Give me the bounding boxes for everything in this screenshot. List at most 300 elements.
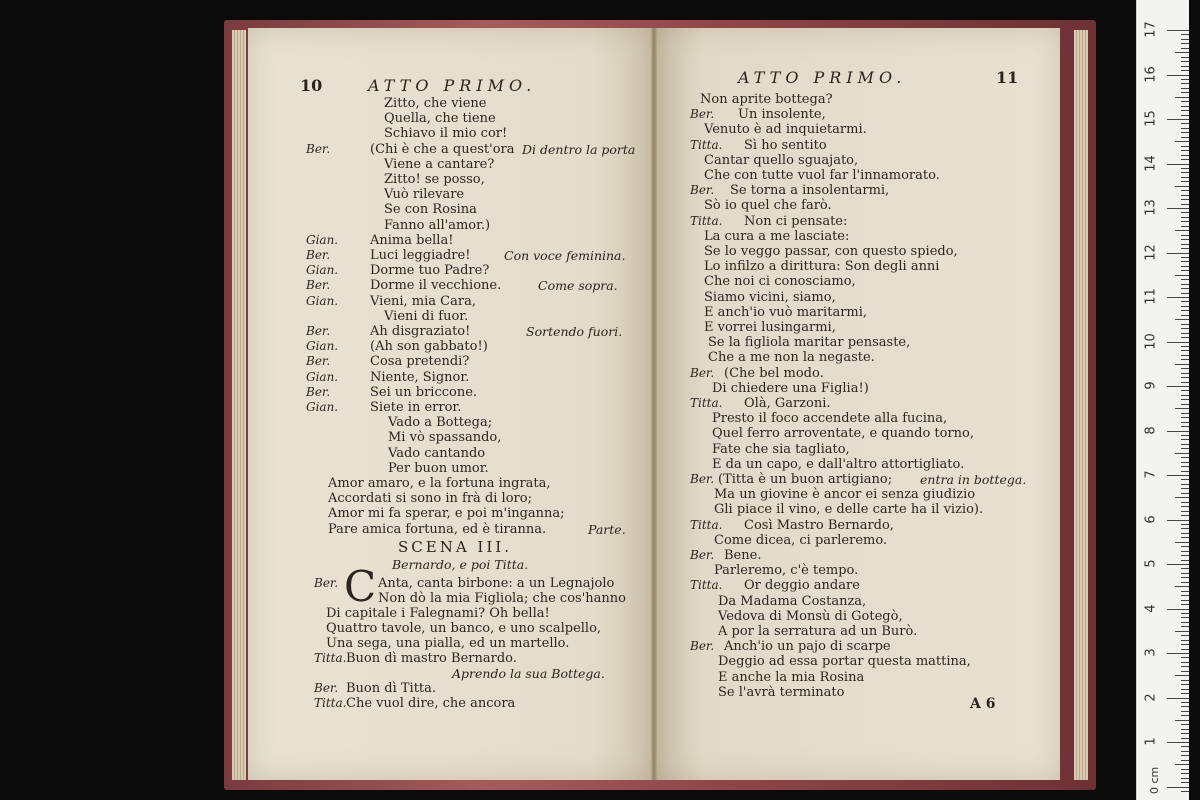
ruler-tick	[1175, 52, 1189, 53]
ruler-tick	[1181, 733, 1189, 734]
ruler-tick	[1181, 706, 1189, 707]
verse-line: Vieni, mia Cara,	[370, 293, 476, 309]
ruler-tick	[1181, 724, 1189, 725]
verse-line: Buon dì Titta.	[346, 681, 437, 696]
verse-line: Pare amica fortuna, ed è tiranna.	[328, 521, 547, 537]
ruler-tick	[1181, 355, 1189, 356]
ruler-tick	[1181, 666, 1189, 667]
ruler-tick	[1181, 204, 1189, 205]
ruler-tick	[1181, 662, 1189, 663]
ruler-tick	[1181, 417, 1189, 418]
ruler-number: 11	[1143, 288, 1159, 305]
ruler-tick	[1181, 404, 1189, 405]
ruler-tick	[1181, 288, 1189, 289]
verse-line: Se lo veggo passar, con questo spiedo,	[704, 244, 958, 259]
speaker-label: Ber.	[306, 354, 331, 369]
verse-line: Olà, Garzoni.	[744, 396, 831, 411]
ruler-tick	[1181, 377, 1189, 378]
verse-line: La cura a me lasciate:	[704, 228, 850, 244]
speaker-label: Gian.	[306, 232, 339, 247]
verse-line: Viene a cantare?	[384, 156, 495, 172]
verse-line: Quella, che tiene	[384, 111, 496, 127]
right-page-number: 11	[996, 68, 1019, 87]
ruler-tick	[1175, 631, 1189, 632]
speaker-label: Ber.	[314, 576, 339, 590]
ruler-tick	[1181, 399, 1189, 400]
ruler-tick	[1181, 310, 1189, 311]
speaker-label: Ber.	[690, 107, 715, 122]
ruler-tick	[1181, 181, 1189, 182]
ruler-tick	[1181, 79, 1189, 80]
speaker-label: Ber.	[306, 384, 331, 399]
verse-line: Siamo vicini, siamo,	[704, 289, 836, 305]
verse-line: Luci leggiadre!	[370, 248, 471, 263]
verse-line: Lo infilzo a dirittura: Son degli anni	[704, 259, 940, 275]
ruler-tick	[1181, 382, 1189, 383]
scene-subtitle: Bernardo, e poi Titta.	[392, 557, 529, 572]
ruler-tick	[1181, 649, 1189, 650]
verse-line: Vuò rilevare	[384, 187, 465, 203]
ruler-tick	[1181, 324, 1189, 325]
speaker-label: Titta.	[690, 396, 723, 410]
ruler-tick	[1181, 101, 1189, 102]
speaker-label: Titta.	[314, 696, 347, 710]
ruler-tick	[1181, 644, 1189, 645]
book-gutter	[651, 28, 657, 780]
ruler-tick	[1181, 66, 1189, 67]
ruler-tick	[1181, 791, 1189, 792]
ruler-tick	[1181, 755, 1189, 756]
verse-line: Anta, canta birbone: a un Legnajolo	[378, 576, 615, 591]
speaker-label: Gian.	[306, 263, 339, 278]
ruler-tick	[1181, 159, 1189, 160]
scene-title: SCENA III.	[398, 538, 512, 556]
stage-direction: Sortendo fuori.	[526, 324, 623, 339]
verse-line: Vado a Bottega;	[388, 415, 493, 431]
ruler-tick	[1181, 782, 1189, 783]
ruler-tick	[1181, 457, 1189, 458]
ruler-tick	[1175, 497, 1189, 498]
ruler-tick	[1181, 226, 1189, 227]
ruler-tick	[1175, 230, 1189, 231]
verse-line: Che vuol dire, che ancora	[346, 696, 516, 711]
verse-line: Buon dì mastro Bernardo.	[346, 651, 517, 666]
stage-direction: Con voce feminina.	[504, 248, 626, 263]
speaker-label: Gian.	[306, 369, 339, 384]
ruler-tick	[1181, 693, 1189, 694]
verse-line: Se l'avrà terminato	[718, 684, 845, 700]
ruler-tick	[1181, 244, 1189, 245]
speaker-label: Gian.	[306, 339, 339, 354]
ruler-tick	[1175, 408, 1189, 409]
ruler-tick	[1181, 568, 1189, 569]
ruler-number: 6	[1143, 514, 1159, 524]
ruler-tick	[1181, 524, 1189, 525]
ruler-tick	[1167, 698, 1189, 699]
verse-line: Venuto è ad inquietarmi.	[704, 122, 867, 138]
ruler-tick	[1181, 315, 1189, 316]
ruler-tick	[1181, 212, 1189, 213]
ruler-tick	[1167, 253, 1189, 254]
ruler-tick	[1181, 448, 1189, 449]
ruler-tick	[1181, 555, 1189, 556]
ruler-tick	[1181, 190, 1189, 191]
ruler-tick	[1181, 560, 1189, 561]
ruler-tick	[1181, 177, 1189, 178]
ruler-tick	[1181, 155, 1189, 156]
stage-direction: Aprendo la sua Bottega.	[452, 666, 605, 681]
verse-line: Sò io quel che farò.	[704, 198, 832, 214]
verse-line: Non ci pensate:	[744, 213, 848, 229]
verse-line: Di capitale i Falegnami? Oh bella!	[326, 606, 550, 621]
ruler-tick	[1181, 61, 1189, 62]
ruler-tick	[1181, 746, 1189, 747]
stage-direction: entra in bottega.	[920, 472, 1027, 487]
ruler-tick	[1175, 586, 1189, 587]
ruler-tick	[1181, 573, 1189, 574]
page-edges-left	[232, 30, 246, 780]
ruler-tick	[1167, 75, 1189, 76]
right-page-header: ATTO PRIMO.	[738, 68, 907, 87]
ruler-tick	[1167, 520, 1189, 521]
ruler-tick	[1181, 235, 1189, 236]
ruler-tick	[1175, 720, 1189, 721]
ruler-tick	[1181, 533, 1189, 534]
verse-line: E anch'io vuò maritarmi,	[704, 304, 868, 320]
stage-direction: Parte.	[588, 521, 626, 537]
ruler-unit-label: 0 cm	[1148, 766, 1161, 794]
ruler-number: 1	[1143, 737, 1159, 746]
verse-line: Mi vò spassando,	[388, 430, 502, 446]
ruler-tick	[1181, 702, 1189, 703]
ruler-tick	[1167, 475, 1189, 476]
ruler-tick	[1181, 248, 1189, 249]
ruler-tick	[1175, 364, 1189, 365]
ruler-tick	[1181, 502, 1189, 503]
verse-line: E anche la mia Rosina	[718, 669, 865, 685]
ruler-tick	[1181, 715, 1189, 716]
ruler-tick	[1181, 337, 1189, 338]
ruler-tick	[1181, 778, 1189, 779]
verse-line: Così Mastro Bernardo,	[744, 517, 894, 533]
ruler-tick	[1181, 172, 1189, 173]
ruler-number: 2	[1143, 692, 1159, 702]
verse-line: Come dicea, ci parleremo.	[714, 532, 888, 548]
speaker-label: Ber.	[306, 324, 331, 338]
verse-line: Schiavo il mio cor!	[384, 126, 508, 142]
ruler-number: 13	[1143, 199, 1159, 216]
ruler-number: 4	[1143, 603, 1159, 613]
verse-line: Quattro tavole, un banco, e uno scalpello,	[326, 621, 602, 636]
verse-line: Amor amaro, e la fortuna ingrata,	[328, 476, 551, 491]
ruler-tick	[1181, 123, 1189, 124]
ruler-number: 7	[1143, 470, 1159, 479]
speaker-label: Ber.	[306, 278, 331, 293]
ruler-tick	[1181, 239, 1189, 240]
ruler-tick	[1181, 479, 1189, 480]
ruler-tick	[1181, 106, 1189, 107]
speaker-label: Ber.	[690, 639, 715, 654]
ruler-tick	[1181, 622, 1189, 623]
ruler-tick	[1181, 435, 1189, 436]
ruler-tick	[1167, 208, 1189, 209]
speaker-label: Ber.	[306, 141, 331, 156]
ruler-tick	[1181, 471, 1189, 472]
ruler-tick	[1181, 466, 1189, 467]
ruler-tick	[1181, 110, 1189, 111]
verse-line: Zitto! se posso,	[384, 172, 485, 187]
ruler-tick	[1181, 426, 1189, 427]
verse-line: Presto il foco accendete alla fucina,	[712, 411, 948, 427]
verse-line: Cantar quello sguajato,	[704, 152, 859, 168]
ruler-tick	[1181, 422, 1189, 423]
ruler-tick	[1175, 453, 1189, 454]
ruler-number: 8	[1143, 425, 1159, 435]
verse-line: Non aprite bottega?	[700, 92, 833, 107]
ruler-tick	[1181, 359, 1189, 360]
ruler-tick	[1181, 132, 1189, 133]
verse-line: Gli piace il vino, e delle carte ha il vizio).	[714, 502, 984, 518]
ruler-tick	[1181, 346, 1189, 347]
ruler-tick	[1181, 199, 1189, 200]
ruler-tick	[1181, 582, 1189, 583]
stage-direction: Di dentro la porta	[522, 141, 636, 157]
ruler-tick	[1181, 261, 1189, 262]
ruler-tick	[1181, 591, 1189, 592]
verse-line: Amor mi fa sperar, e poi m'inganna;	[328, 506, 565, 522]
ruler-tick	[1181, 168, 1189, 169]
ruler-tick	[1181, 43, 1189, 44]
verse-line: Che noi ci conosciamo,	[704, 274, 856, 290]
ruler-tick	[1181, 301, 1189, 302]
verse-line: Bene.	[724, 548, 762, 563]
verse-line: (Chi è che a quest'ora	[370, 141, 515, 157]
verse-line: Una sega, una pialla, ed un martello.	[326, 636, 570, 651]
speaker-label: Titta.	[690, 578, 723, 593]
verse-line: Deggio ad essa portar questa mattina,	[718, 654, 971, 670]
ruler-tick	[1181, 689, 1189, 690]
verse-line: Vedova di Monsù di Gotegò,	[718, 608, 903, 624]
ruler-tick	[1175, 764, 1189, 765]
ruler-tick	[1181, 577, 1189, 578]
ruler-tick	[1167, 787, 1189, 788]
verse-line: Se torna a insolentarmi,	[730, 183, 890, 199]
verse-line: Vieni di fuor.	[384, 308, 469, 324]
ruler-tick	[1181, 128, 1189, 129]
ruler-number: 3	[1143, 648, 1159, 657]
ruler-number: 5	[1143, 559, 1159, 568]
ruler-tick	[1181, 146, 1189, 147]
ruler-tick	[1181, 57, 1189, 58]
ruler-tick	[1181, 604, 1189, 605]
verse-line: Anima bella!	[370, 232, 454, 248]
speaker-label: Ber.	[690, 183, 715, 198]
ruler-tick	[1181, 626, 1189, 627]
ruler-tick	[1181, 617, 1189, 618]
ruler-tick	[1181, 279, 1189, 280]
verse-line: Sei un briccone.	[370, 384, 478, 400]
ruler-tick	[1181, 88, 1189, 89]
speaker-label: Gian.	[306, 400, 339, 414]
speaker-label: Gian.	[306, 293, 339, 308]
ruler-number: 16	[1143, 65, 1159, 83]
verse-line: Accordati si sono in frà di loro;	[328, 491, 532, 507]
ruler-tick	[1181, 439, 1189, 440]
ruler-number: 12	[1143, 243, 1159, 261]
ruler-tick	[1167, 653, 1189, 654]
ruler-tick	[1181, 395, 1189, 396]
verse-line: Dorme tuo Padre?	[370, 263, 490, 279]
ruler-tick	[1181, 368, 1189, 369]
ruler-tick	[1175, 675, 1189, 676]
left-page-header: ATTO PRIMO.	[368, 76, 537, 95]
speaker-label: Ber.	[690, 548, 715, 562]
ruler-tick	[1181, 284, 1189, 285]
ruler-tick	[1181, 738, 1189, 739]
ruler-tick	[1181, 444, 1189, 445]
ruler-tick	[1181, 333, 1189, 334]
verse-line: E vorrei lusingarmi,	[704, 320, 836, 335]
ruler-tick	[1181, 711, 1189, 712]
verse-line: Per buon umor.	[388, 460, 489, 476]
verse-line: E da un capo, e dall'altro attortigliato.	[712, 456, 965, 472]
ruler-tick	[1181, 306, 1189, 307]
verse-line: Siete in error.	[370, 400, 462, 415]
speaker-label: Titta.	[690, 137, 723, 152]
signature-mark: A 6	[970, 696, 996, 712]
ruler-tick	[1181, 270, 1189, 271]
verse-line: Cosa pretendi?	[370, 354, 470, 370]
ruler-tick	[1181, 150, 1189, 151]
ruler-tick	[1181, 493, 1189, 494]
ruler-tick	[1181, 48, 1189, 49]
ruler-tick	[1175, 141, 1189, 142]
speaker-label: Ber.	[690, 365, 715, 380]
ruler-tick	[1181, 537, 1189, 538]
ruler-tick	[1181, 92, 1189, 93]
ruler-tick	[1181, 506, 1189, 507]
ruler-tick	[1181, 137, 1189, 138]
ruler-tick	[1167, 164, 1189, 165]
speaker-label: Ber.	[690, 472, 715, 486]
ruler-tick	[1181, 462, 1189, 463]
ruler-tick	[1181, 257, 1189, 258]
verse-line: Fate che sia tagliato,	[712, 441, 850, 457]
verse-line: Che a me non la negaste.	[708, 350, 875, 366]
ruler-tick	[1181, 515, 1189, 516]
ruler-tick	[1167, 119, 1189, 120]
verse-line: Se la figliola maritar pensaste,	[708, 335, 911, 351]
ruler-tick	[1181, 729, 1189, 730]
verse-line: Ma un giovine è ancor ei senza giudizio	[714, 487, 976, 503]
ruler-tick	[1167, 297, 1189, 298]
verse-line: Zitto, che viene	[384, 96, 487, 111]
ruler-tick	[1175, 97, 1189, 98]
verse-line: Se con Rosina	[384, 202, 477, 218]
ruler-tick	[1181, 390, 1189, 391]
ruler-tick	[1181, 266, 1189, 267]
ruler-tick	[1181, 413, 1189, 414]
ruler-tick	[1181, 671, 1189, 672]
ruler-tick	[1181, 350, 1189, 351]
speaker-label: Titta.	[690, 517, 723, 532]
ruler-tick	[1181, 328, 1189, 329]
ruler-tick	[1181, 657, 1189, 658]
verse-line: Anch'io un pajo di scarpe	[724, 639, 891, 655]
ruler-number: 9	[1143, 381, 1159, 390]
speaker-label: Ber.	[306, 248, 331, 262]
verse-line: Che con tutte vuol far l'innamorato.	[704, 168, 940, 183]
ruler-tick	[1181, 680, 1189, 681]
ruler-tick	[1181, 546, 1189, 547]
ruler-tick	[1181, 751, 1189, 752]
ruler-tick	[1181, 511, 1189, 512]
verse-line: Ah disgraziato!	[370, 324, 471, 339]
verse-line: Dorme il vecchione.	[370, 278, 502, 294]
ruler-tick	[1181, 551, 1189, 552]
ruler-tick	[1181, 635, 1189, 636]
ruler-tick	[1181, 221, 1189, 222]
verse-line: Quel ferro arroventate, e quando torno,	[712, 426, 974, 442]
ruler-tick	[1181, 760, 1189, 761]
ruler-tick	[1167, 30, 1189, 31]
ruler-number: 14	[1143, 154, 1159, 172]
ruler-tick	[1181, 39, 1189, 40]
ruler-tick	[1167, 564, 1189, 565]
ruler-tick	[1175, 275, 1189, 276]
verse-line: Fanno all'amor.)	[384, 217, 491, 233]
ruler-tick	[1167, 342, 1189, 343]
ruler-tick	[1167, 386, 1189, 387]
verse-line: Parleremo, c'è tempo.	[714, 563, 859, 579]
ruler-number: 10	[1143, 332, 1159, 350]
ruler-tick	[1167, 609, 1189, 610]
ruler-tick	[1181, 773, 1189, 774]
speaker-label: Titta.	[314, 651, 347, 665]
ruler-number: 15	[1143, 110, 1159, 127]
ruler-tick	[1175, 319, 1189, 320]
ruler-tick	[1181, 488, 1189, 489]
verse-line: (Ah son gabbato!)	[370, 339, 488, 355]
ruler-tick	[1181, 34, 1189, 35]
ruler-tick	[1181, 600, 1189, 601]
left-page-number: 10	[300, 76, 323, 95]
ruler-tick	[1181, 613, 1189, 614]
verse-line: (Titta è un buon artigiano;	[718, 472, 893, 487]
ruler-tick	[1181, 484, 1189, 485]
ruler-tick	[1181, 769, 1189, 770]
verse-line: Niente, Signor.	[370, 369, 470, 385]
ruler-tick	[1181, 217, 1189, 218]
verse-line: Un insolente,	[738, 107, 826, 123]
verse-line: Or deggio andare	[744, 578, 860, 594]
verse-line: Di chiedere una Figlia!)	[712, 380, 869, 396]
verse-line: A por la serratura ad un Burò.	[718, 624, 918, 639]
ruler-tick	[1181, 373, 1189, 374]
ruler-tick	[1175, 542, 1189, 543]
speaker-label: Ber.	[314, 681, 339, 695]
ruler-tick	[1181, 70, 1189, 71]
verse-line: Sì ho sentito	[744, 137, 827, 153]
verse-line: Da Madama Costanza,	[718, 593, 867, 609]
ruler-tick	[1181, 684, 1189, 685]
ruler-tick	[1181, 115, 1189, 116]
ruler-tick	[1167, 431, 1189, 432]
page-edges-right	[1074, 30, 1088, 780]
drop-cap: C	[344, 562, 377, 611]
measuring-ruler	[1136, 0, 1189, 800]
ruler-tick	[1181, 83, 1189, 84]
